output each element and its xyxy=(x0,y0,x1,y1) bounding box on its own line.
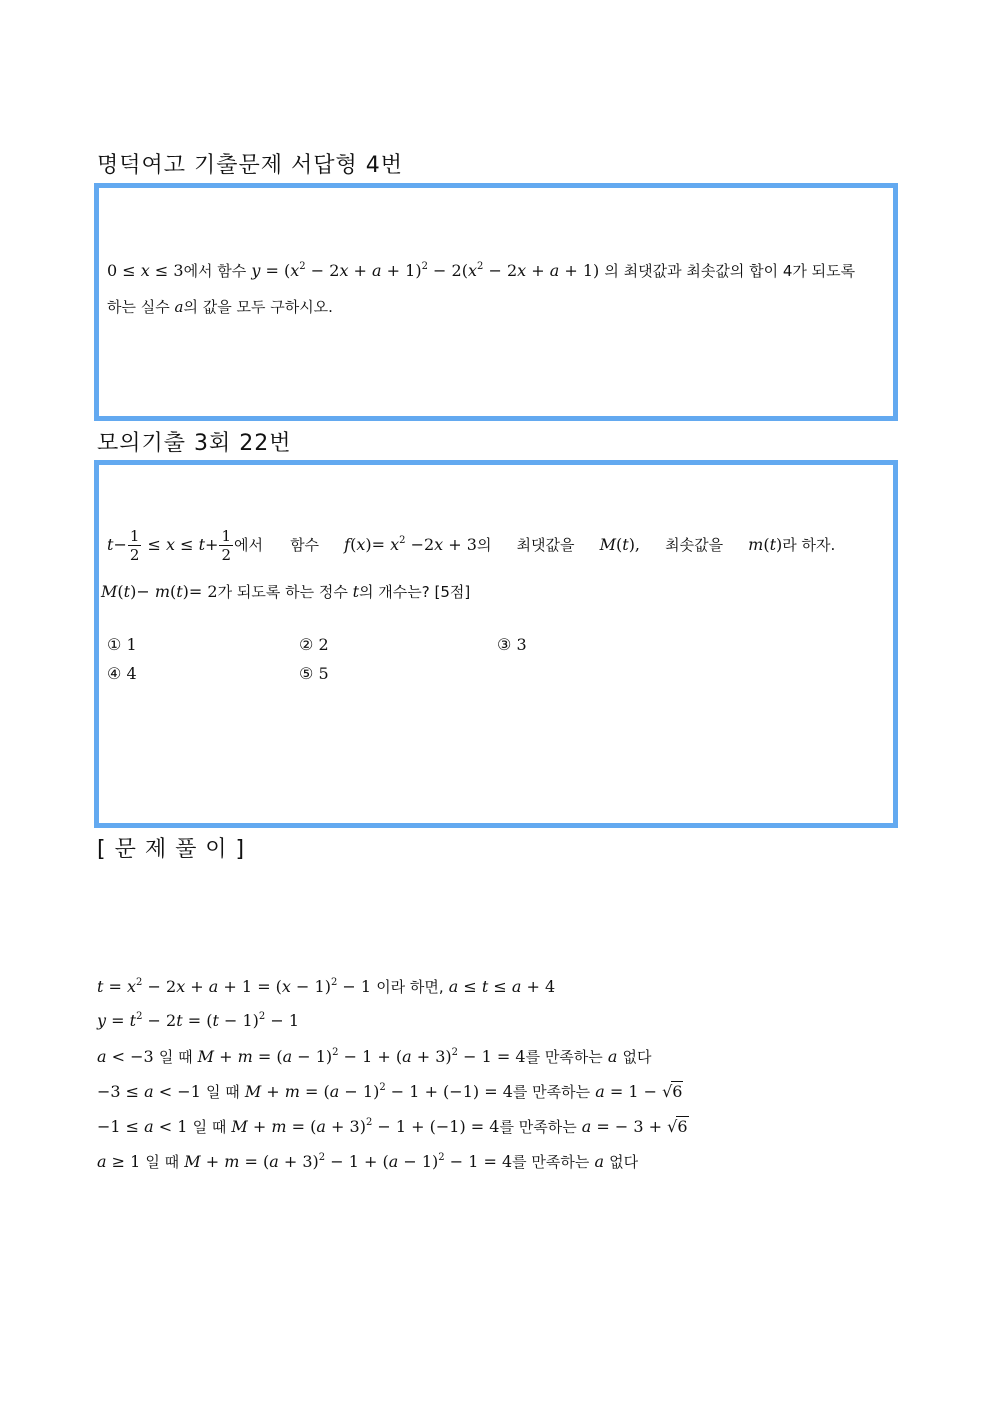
solution-line-3: a < −3 일 때 $M + m = (a - 1)^2 - 1 + (a + 3)^2 - 1 = 4$를 만족하는 a 없다 xyxy=(97,1047,652,1066)
solution-line-5: −1 ≤ a < 1 일 때 $M + m = (a + 3)^2 - 1 + (-1) = 4$를 만족하는 a = − 3 + √6 xyxy=(97,1117,688,1136)
problem1-line1: 0 ≤ x ≤ 3에서 함수 $y = (x^2 - 2x + a + 1)^2 - 2(x^2 - 2x + a + 1)$ 의 최댓값과 최솟값의 합이 4가 되도록 xyxy=(107,261,856,280)
problem2-line2: M(t)− m(t)= 2가 되도록 하는 정수 t의 개수는? [5점] xyxy=(101,582,471,601)
choice-5[interactable]: ⑤ 5 xyxy=(299,664,329,683)
solution-heading: [ 문 제 풀 이 ] xyxy=(97,837,246,862)
problem2-line1: t− $\frac{1}{2}$ ≤ x ≤ t+ $\frac{1}{2}$ 에서 함수 $f(x)= x^2 -2x + 3$의 최댓값을 M(t), 최솟값을 m(t)라 하자. xyxy=(107,527,836,564)
choice-4[interactable]: ④ 4 xyxy=(107,664,137,683)
problem-box-2 xyxy=(94,460,898,828)
section1-heading: 명덕여고 기출문제 서답형 4번 xyxy=(97,153,404,178)
section2-heading: 모의기출 3회 22번 xyxy=(97,431,292,456)
problem-box-1 xyxy=(94,183,898,421)
choice-1[interactable]: ① 1 xyxy=(107,635,137,654)
problem1-line2: 하는 실수 a의 값을 모두 구하시오. xyxy=(107,298,333,316)
solution-line-2: $y = t^2 - 2t = (t - 1)^2 - 1$ xyxy=(97,1011,300,1030)
fraction-half-2: $\frac{1}{2}$ xyxy=(221,527,231,564)
fraction-half-1: $\frac{1}{2}$ xyxy=(129,527,140,564)
choice-3[interactable]: ③ 3 xyxy=(497,635,527,654)
choice-2[interactable]: ② 2 xyxy=(299,635,329,654)
solution-line-6: a ≥ 1 일 때 $M + m = (a + 3)^2 - 1 + (a - 1)^2 - 1 = 4$를 만족하는 a 없다 xyxy=(97,1152,639,1171)
solution-line-4: −3 ≤ a < −1 일 때 $M + m = (a - 1)^2 - 1 + (-1) = 4$를 만족하는 a = 1 − √6 xyxy=(97,1082,683,1101)
solution-line-1: $t = x^2 - 2x + a + 1 = (x - 1)^2 - 1$ 이라 하면, a ≤ t ≤ a + 4 xyxy=(97,977,556,996)
